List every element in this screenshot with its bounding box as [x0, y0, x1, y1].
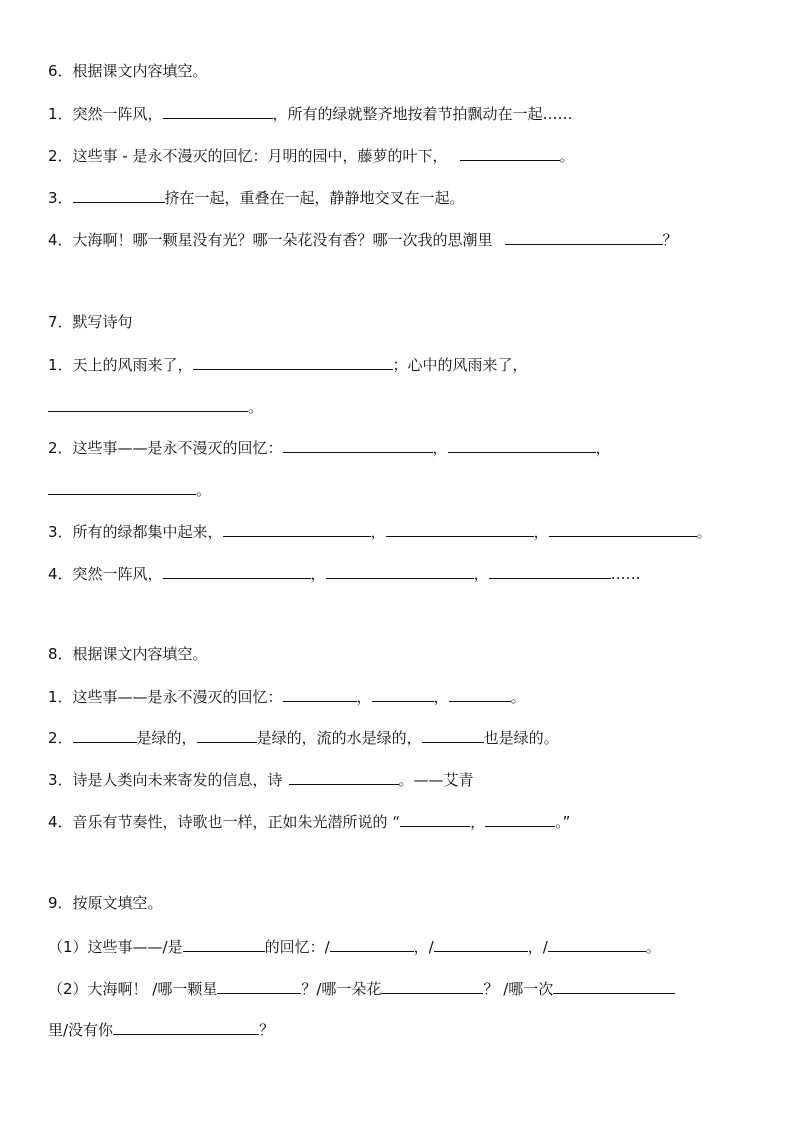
question-7-2-cont: 。 [48, 479, 211, 500]
answer-blank[interactable] [193, 354, 393, 370]
answer-blank[interactable] [113, 1019, 259, 1035]
answer-blank[interactable] [163, 103, 273, 119]
answer-blank[interactable] [73, 187, 165, 203]
answer-blank[interactable] [548, 936, 646, 952]
answer-blank[interactable] [48, 396, 248, 412]
section-8-title: 8．根据课文内容填空。 [48, 645, 208, 663]
answer-blank[interactable] [489, 563, 611, 579]
answer-blank[interactable] [283, 686, 357, 702]
answer-blank[interactable] [422, 727, 484, 743]
answer-blank[interactable] [330, 936, 414, 952]
section-9-title: 9．按原文填空。 [48, 894, 163, 912]
answer-blank[interactable] [217, 978, 301, 994]
answer-blank[interactable] [289, 769, 399, 785]
answer-blank[interactable] [48, 479, 196, 495]
question-8-4: 4．音乐有节奏性，诗歌也一样，正如朱光潜所说的 “ ， 。” [48, 813, 571, 831]
question-6-2: 2．这些事 - 是永不漫灭的回忆：月明的园中，藤萝的叶下， 。 [48, 147, 575, 165]
answer-blank[interactable] [163, 563, 311, 579]
answer-blank[interactable] [485, 811, 555, 827]
section-6-title: 6．根据课文内容填空。 [48, 62, 208, 80]
question-8-3: 3．诗是人类向未来寄发的信息，诗 。——艾青 [48, 771, 474, 789]
answer-blank[interactable] [449, 686, 511, 702]
answer-blank[interactable] [183, 936, 265, 952]
question-9-2: （2）大海啊！ /哪一颗星 ？/哪一朵花 ？ /哪一次 [48, 978, 675, 999]
question-9-1: （1）这些事——/是 的回忆：/ ，/ ，/ 。 [48, 938, 661, 956]
question-7-3: 3．所有的绿都集中起来， ， ， 。 [48, 523, 712, 541]
question-6-3: 3． 挤在一起，重叠在一起，静静地交叉在一起。 [48, 189, 465, 207]
question-7-1: 1．天上的风雨来了， ；心中的风雨来了， [48, 356, 528, 374]
answer-blank[interactable] [553, 978, 675, 994]
answer-blank[interactable] [326, 563, 474, 579]
question-8-1: 1．这些事——是永不漫灭的回忆： ， ， 。 [48, 688, 526, 706]
answer-blank[interactable] [434, 936, 528, 952]
question-7-2: 2．这些事——是永不漫灭的回忆： ， ， [48, 439, 611, 457]
question-8-2: 2． 是绿的， 是绿的，流的水是绿的， 也是绿的。 [48, 729, 559, 747]
answer-blank[interactable] [372, 686, 434, 702]
question-9-2-cont: 里/没有你 ？ [48, 1021, 275, 1039]
answer-blank[interactable] [197, 727, 257, 743]
answer-blank[interactable] [549, 521, 697, 537]
question-7-1-cont: 。 [48, 396, 263, 417]
question-7-4: 4．突然一阵风， ， ， …… [48, 565, 641, 583]
answer-blank[interactable] [386, 521, 534, 537]
section-7-title: 7．默写诗句 [48, 313, 133, 331]
question-6-4: 4．大海啊！哪一颗星没有光？哪一朵花没有香？哪一次我的思潮里 ？ [48, 231, 678, 249]
answer-blank[interactable] [505, 229, 663, 245]
answer-blank[interactable] [400, 811, 470, 827]
answer-blank[interactable] [460, 145, 560, 161]
question-6-1: 1．突然一阵风， ，所有的绿就整齐地按着节拍飘动在一起…… [48, 105, 573, 123]
answer-blank[interactable] [283, 437, 433, 453]
answer-blank[interactable] [381, 978, 483, 994]
answer-blank[interactable] [448, 437, 596, 453]
answer-blank[interactable] [223, 521, 371, 537]
answer-blank[interactable] [73, 727, 137, 743]
